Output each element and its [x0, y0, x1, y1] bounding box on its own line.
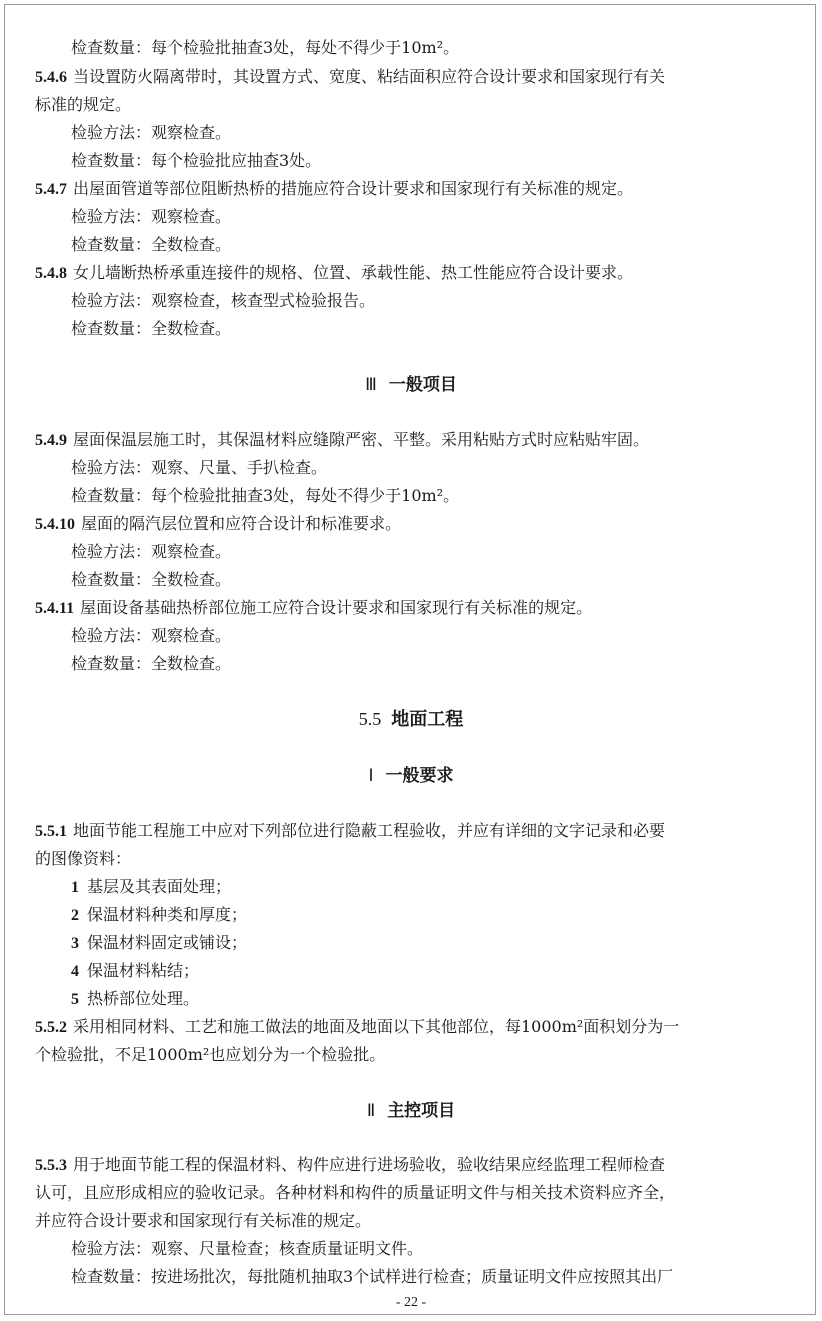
- roman-numeral: Ⅰ: [368, 766, 374, 785]
- text-line: 检验方法：观察检查。: [71, 123, 232, 142]
- section-title: 地面工程: [391, 709, 464, 730]
- clause-5-4-10: [35, 513, 401, 536]
- text-line: 检验方法：观察检查。: [71, 542, 232, 561]
- clause-5-4-6: [35, 66, 665, 89]
- text-line: 检查数量：每个检验批应抽查3处。: [71, 151, 322, 170]
- list-item-number: 4: [71, 963, 79, 980]
- page-number: - 22 -: [395, 1295, 427, 1310]
- list-item: [71, 988, 199, 1011]
- subheading-general-items: [5, 373, 816, 397]
- subheading-text: 一般项目: [388, 375, 457, 395]
- list-item-number: 3: [71, 935, 79, 952]
- clause-number: 5.4.10: [35, 516, 75, 533]
- text-line: 检查数量：每个检验批抽查3处，每处不得少于10m²。: [71, 486, 460, 505]
- clause-5-4-11: [35, 597, 592, 620]
- text-line: 认可，且应形成相应的验收记录。各种材料和构件的质量证明文件与相关技术资料应齐全，: [35, 1183, 676, 1202]
- list-item-number: 5: [71, 991, 79, 1008]
- text-line: 检查数量：全数检查。: [71, 235, 232, 254]
- list-item-text: 保温材料粘结；: [87, 961, 200, 980]
- list-item: [71, 904, 247, 927]
- subheading-general-requirements: [5, 764, 816, 788]
- clause-5-4-8: [35, 262, 633, 285]
- clause-number: 5.4.7: [35, 181, 67, 198]
- section-heading: [5, 707, 816, 732]
- text-line: 检验方法：观察检查。: [71, 626, 232, 645]
- text-line: 检验方法：观察检查，核查型式检验报告。: [71, 291, 376, 310]
- text-line: 个检验批，不足1000m²也应划分为一个检验批。: [35, 1045, 386, 1064]
- text-line: 检查数量：全数检查。: [71, 570, 232, 589]
- clause-number: 5.4.8: [35, 265, 67, 282]
- section-number: 5.5: [358, 709, 382, 729]
- text-line: 的图像资料：: [35, 849, 132, 868]
- clause-text: 屋面设备基础热桥部位施工应符合设计要求和国家现行有关标准的规定。: [80, 598, 593, 617]
- clause-text: 用于地面节能工程的保温材料、构件应进行进场验收，验收结果应经监理工程师检查: [73, 1155, 666, 1174]
- clause-5-5-3: [35, 1154, 665, 1177]
- document-page: [4, 4, 816, 1315]
- list-item: [71, 932, 247, 955]
- list-item-text: 基层及其表面处理；: [87, 877, 232, 896]
- clause-text: 采用相同材料、工艺和施工做法的地面及地面以下其他部位，每1000m²面积划分为一: [73, 1017, 680, 1036]
- roman-numeral: Ⅱ: [366, 1101, 376, 1120]
- clause-number: 5.4.9: [35, 432, 67, 449]
- text-line: 检查数量：每个检验批抽查3处，每处不得少于10m²。: [71, 38, 460, 57]
- list-item-number: 1: [71, 879, 79, 896]
- clause-number: 5.5.1: [35, 823, 67, 840]
- clause-text: 屋面的隔汽层位置和应符合设计和标准要求。: [81, 514, 402, 533]
- text-line: 检验方法：观察、尺量、手扒检查。: [71, 458, 328, 477]
- clause-number: 5.4.6: [35, 69, 67, 86]
- list-item-text: 热桥部位处理。: [87, 989, 200, 1008]
- text-line: 检验方法：观察、尺量检查；核查质量证明文件。: [71, 1239, 424, 1258]
- clause-5-4-7: [35, 178, 633, 201]
- list-item: [71, 960, 199, 983]
- subheading-main-control-items: [5, 1099, 816, 1123]
- clause-text: 出屋面管道等部位阻断热桥的措施应符合设计要求和国家现行有关标准的规定。: [73, 179, 634, 198]
- clause-5-5-2: [35, 1016, 679, 1039]
- subheading-text: 主控项目: [387, 1101, 456, 1121]
- list-item: [71, 876, 231, 899]
- clause-number: 5.4.11: [35, 600, 75, 617]
- list-item-text: 保温材料固定或铺设；: [87, 933, 248, 952]
- text-line: 检验方法：观察检查。: [71, 207, 232, 226]
- clause-text: 女儿墙断热桥承重连接件的规格、位置、承载性能、热工性能应符合设计要求。: [73, 263, 634, 282]
- clause-text: 当设置防火隔离带时，其设置方式、宽度、粘结面积应符合设计要求和国家现行有关: [73, 67, 666, 86]
- clause-5-5-1: [35, 820, 665, 843]
- text-line: 检查数量：全数检查。: [71, 654, 232, 673]
- subheading-text: 一般要求: [385, 766, 454, 786]
- text-line: 并应符合设计要求和国家现行有关标准的规定。: [35, 1211, 372, 1230]
- clause-number: 5.5.2: [35, 1019, 67, 1036]
- clause-text: 屋面保温层施工时，其保温材料应缝隙严密、平整。采用粘贴方式时应粘贴牢固。: [73, 430, 650, 449]
- clause-number: 5.5.3: [35, 1157, 67, 1174]
- clause-text: 地面节能工程施工中应对下列部位进行隐蔽工程验收，并应有详细的文字记录和必要: [73, 821, 666, 840]
- text-line: 检查数量：全数检查。: [71, 319, 232, 338]
- clause-5-4-9: [35, 429, 649, 452]
- list-item-number: 2: [71, 907, 79, 924]
- text-line: 标准的规定。: [35, 95, 132, 114]
- roman-numeral: Ⅲ: [365, 375, 377, 394]
- list-item-text: 保温材料种类和厚度；: [87, 905, 248, 924]
- text-line: 检查数量：按进场批次，每批随机抽取3个试样进行检查；质量证明文件应按照其出厂: [71, 1267, 674, 1286]
